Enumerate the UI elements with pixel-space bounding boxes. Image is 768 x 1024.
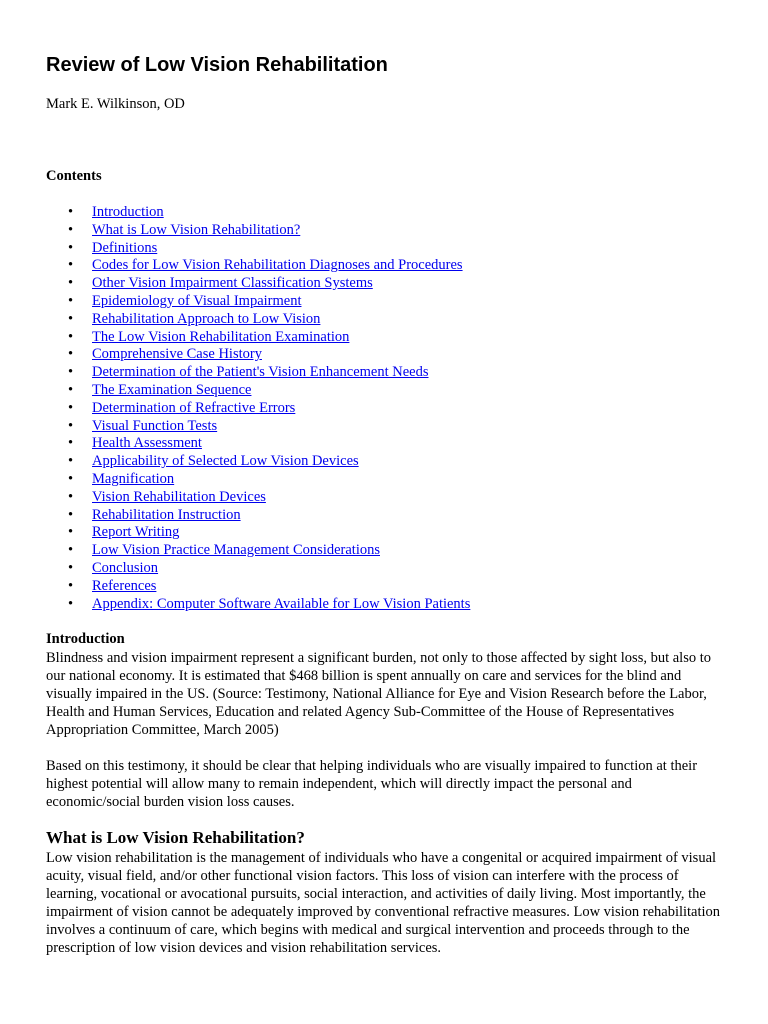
toc-link[interactable]: References — [92, 577, 157, 594]
bullet-icon: • — [68, 488, 74, 505]
toc-item — [46, 507, 470, 525]
toc-link[interactable]: Health Assessment — [92, 435, 202, 452]
toc-link[interactable]: The Low Vision Rehabilitation Examination — [92, 328, 350, 345]
bullet-icon: • — [68, 239, 74, 256]
toc-item — [46, 560, 470, 578]
bullet-icon: • — [68, 257, 74, 274]
author-line: Mark E. Wilkinson, OD — [46, 96, 185, 112]
bullet-icon: • — [68, 506, 74, 523]
toc-link[interactable]: Rehabilitation Instruction — [92, 506, 241, 523]
toc-item — [46, 596, 470, 614]
bullet-icon: • — [68, 453, 74, 470]
bullet-icon: • — [68, 310, 74, 327]
bullet-icon: • — [68, 470, 74, 487]
toc-link[interactable]: Other Vision Impairment Classification Systems — [92, 275, 373, 292]
toc-item — [46, 293, 470, 311]
toc-link[interactable]: Conclusion — [92, 559, 159, 576]
toc-link[interactable]: Definitions — [92, 239, 158, 256]
toc-link[interactable]: Rehabilitation Approach to Low Vision — [92, 310, 321, 327]
bullet-icon: • — [68, 559, 74, 576]
toc-item — [46, 542, 470, 560]
bullet-icon: • — [68, 524, 74, 541]
toc-link[interactable]: Visual Function Tests — [92, 417, 218, 434]
toc-item — [46, 453, 470, 471]
toc-item — [46, 240, 470, 258]
toc-link[interactable]: Codes for Low Vision Rehabilitation Diagnoses and Procedures — [92, 257, 463, 274]
bullet-icon: • — [68, 399, 74, 416]
toc-item — [46, 524, 470, 542]
toc-item — [46, 364, 470, 382]
toc-link[interactable]: Magnification — [92, 470, 175, 487]
bullet-icon: • — [68, 595, 74, 612]
bullet-icon: • — [68, 381, 74, 398]
toc-item — [46, 257, 470, 275]
toc-item — [46, 204, 470, 222]
introduction-heading: Introduction — [46, 631, 125, 647]
toc-item — [46, 346, 470, 364]
bullet-icon: • — [68, 542, 74, 559]
toc-item — [46, 578, 470, 596]
bullet-icon: • — [68, 364, 74, 381]
toc-link[interactable]: Vision Rehabilitation Devices — [92, 488, 266, 505]
toc-link[interactable]: Low Vision Practice Management Considerations — [92, 542, 380, 559]
introduction-paragraph-2: Based on this testimony, it should be clear that helping individuals who are visually impaired to function at their highest potential will allow many to remain independent, which will directly impact the personal and economic/social burden vision loss causes. — [46, 757, 698, 810]
toc-link[interactable]: Introduction — [92, 204, 164, 220]
toc-item — [46, 382, 470, 400]
toc-item — [46, 489, 470, 507]
toc-item — [46, 418, 470, 436]
toc-link[interactable]: Comprehensive Case History — [92, 346, 262, 363]
toc-link[interactable]: Applicability of Selected Low Vision Devices — [92, 453, 359, 470]
bullet-icon: • — [68, 328, 74, 345]
toc-item — [46, 275, 470, 293]
toc-link[interactable]: Determination of Refractive Errors — [92, 399, 296, 416]
what-is-section — [46, 828, 726, 957]
introduction-paragraph-1: Blindness and vision impairment represent a significant burden, not only to those affected by sight loss, but also to our national economy. It is estimated that $468 billion is spent annually on care and services for the blind and visually impaired in the US. (Source: Testimony, National Alliance for Eye and Vision Research before the Labor, Health and Human Services, Education and related Agency Sub-Committee of the House of Representatives Appropriation Committee, March 2005) — [46, 649, 712, 738]
bullet-icon: • — [68, 204, 74, 220]
contents-heading: Contents — [46, 168, 102, 184]
toc-item — [46, 471, 470, 489]
what-is-heading: What is Low Vision Rehabilitation? — [46, 828, 305, 847]
table-of-contents — [46, 204, 470, 613]
bullet-icon: • — [68, 435, 74, 452]
toc-link[interactable]: What is Low Vision Rehabilitation? — [92, 221, 301, 238]
toc-item — [46, 222, 470, 240]
bullet-icon: • — [68, 292, 74, 309]
introduction-section — [46, 631, 726, 811]
page-title: Review of Low Vision Rehabilitation — [46, 54, 388, 76]
toc-link[interactable]: The Examination Sequence — [92, 381, 252, 398]
bullet-icon: • — [68, 417, 74, 434]
what-is-paragraph: Low vision rehabilitation is the management of individuals who have a congenital or acquired impairment of visual acuity, visual field, and/or other functional vision factors. This loss of vision can interfere with the process of learning, vocational or avocational pursuits, social interaction, and activities of daily living. Most importantly, the impairment of vision cannot be adequately improved by conventional refractive measures. Low vision rehabilitation involves a continuum of care, which begins with medical and surgical intervention and proceeds through to the prescription of low vision devices and vision rehabilitation services. — [46, 850, 721, 956]
toc-link[interactable]: Report Writing — [92, 524, 180, 541]
toc-item — [46, 400, 470, 418]
toc-item — [46, 311, 470, 329]
toc-link[interactable]: Appendix: Computer Software Available for Low Vision Patients — [92, 595, 471, 612]
toc-link[interactable]: Determination of the Patient's Vision Enhancement Needs — [92, 364, 429, 381]
bullet-icon: • — [68, 221, 74, 238]
toc-link[interactable]: Epidemiology of Visual Impairment — [92, 292, 302, 309]
toc-item — [46, 435, 470, 453]
bullet-icon: • — [68, 346, 74, 363]
bullet-icon: • — [68, 275, 74, 292]
toc-item — [46, 329, 470, 347]
bullet-icon: • — [68, 577, 74, 594]
